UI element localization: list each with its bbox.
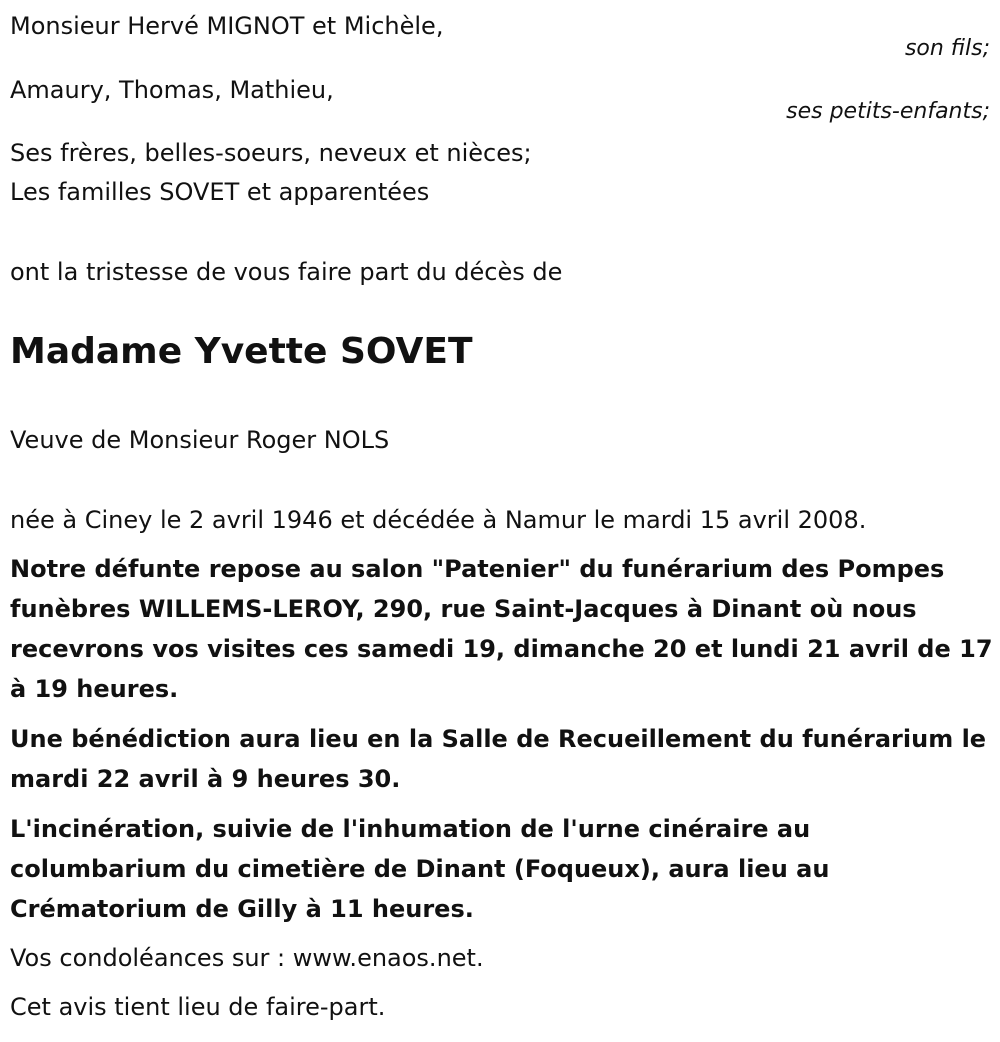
siblings-line: Ses frères, belles-soeurs, neveux et nièces; [10, 139, 532, 167]
blessing-paragraph: Une bénédiction aura lieu en la Salle de Recueillement du funérarium le mardi 22 avril à 9 heures 30. [10, 725, 987, 793]
cremation-paragraph: L'incinération, suivie de l'inhumation de l'urne cinéraire au columbarium du cimetière de Dinant (Foqueux), aura lieu au Crématorium de Gilly à 11 heures. [10, 815, 830, 923]
son-name: Monsieur Hervé MIGNOT et Michèle, [10, 12, 444, 40]
grandchildren-names: Amaury, Thomas, Mathieu, [10, 76, 334, 104]
widow-of: Veuve de Monsieur Roger NOLS [10, 426, 390, 454]
families-line: Les familles SOVET et apparentées [10, 178, 430, 206]
condolences-line: Vos condoléances sur : www.enaos.net. [10, 944, 484, 972]
deceased-name: Madame Yvette SOVET [10, 331, 473, 372]
son-role: son fils; [904, 36, 990, 61]
visitation-paragraph: Notre défunte repose au salon "Patenier" du funérarium des Pompes funèbres WILLEMS-LEROY, 290, rue Saint-Jacques à Dinant où nous recevrons vos visites ces samedi 19, dimanche 20 et lundi 21 avril de 17 à 19 heures. [10, 555, 993, 703]
announcement-intro: ont la tristesse de vous faire part du décès de [10, 258, 563, 286]
grandchildren-role: ses petits-enfants; [786, 99, 990, 124]
birth-death: née à Ciney le 2 avril 1946 et décédée à Namur le mardi 15 avril 2008. [10, 506, 867, 534]
notice-line: Cet avis tient lieu de faire-part. [10, 993, 386, 1021]
